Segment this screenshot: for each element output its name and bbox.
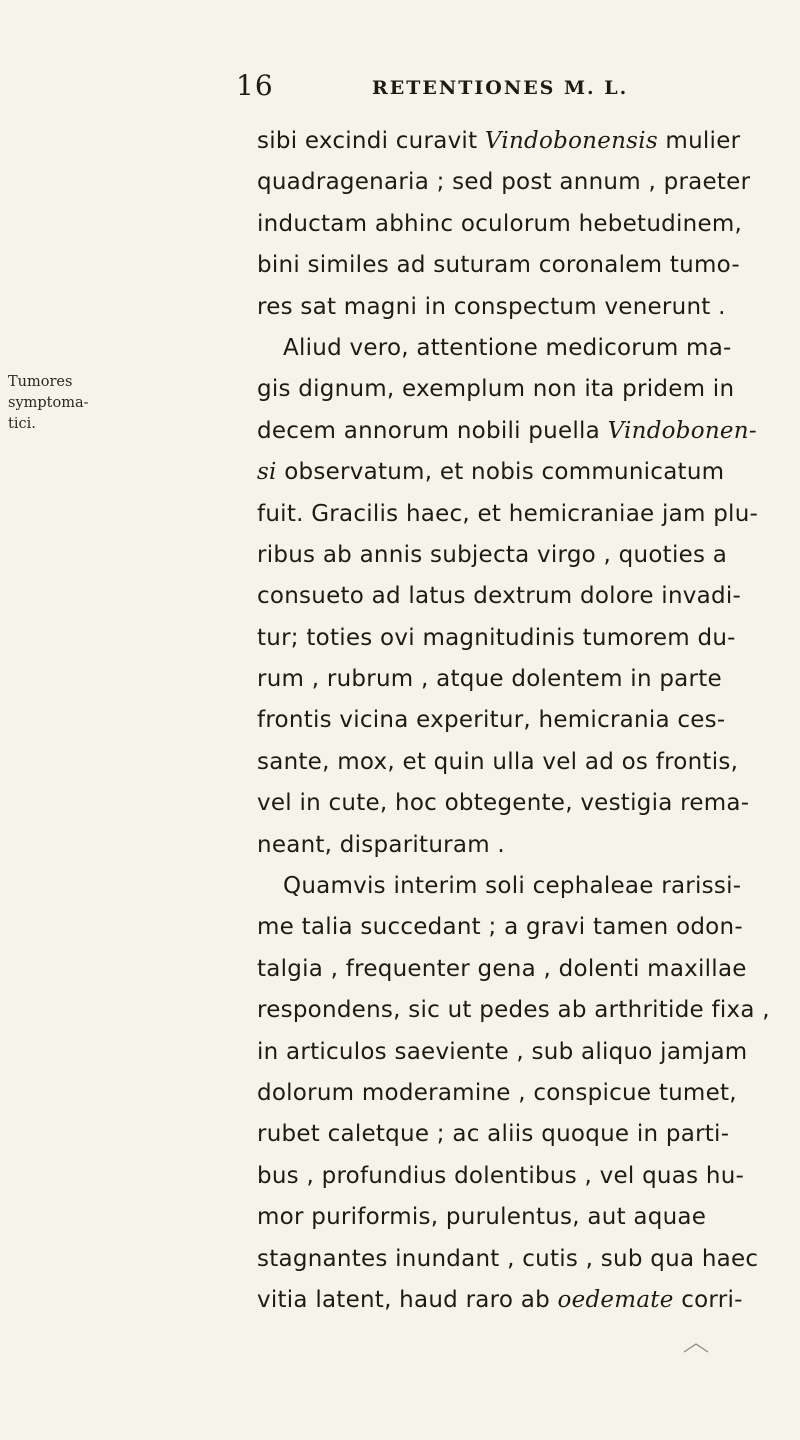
text-line: [257, 576, 797, 617]
text-segment: vitia latent, haud raro ab: [257, 1286, 558, 1313]
text-segment: talgia , frequenter gena , dolenti maxillae: [257, 955, 747, 982]
print-mark: [680, 1338, 720, 1358]
running-title: RETENTIONES M. L.: [372, 77, 629, 99]
marginal-note-line: tici.: [8, 416, 36, 432]
text-line: [257, 618, 797, 659]
text-line: [257, 494, 797, 535]
text-segment: rum , rubrum , atque dolentem in parte: [257, 666, 722, 693]
text-segment: observatum, et nobis communicatum: [276, 459, 725, 486]
text-line: [257, 1114, 797, 1155]
text-line: [257, 659, 797, 700]
text-segment: me talia succedant ; a gravi tamen odon-: [257, 914, 743, 941]
text-segment: ribus ab annis subjecta virgo , quoties a: [257, 541, 728, 568]
text-segment: quadragenaria ; sed post annum , praeter: [257, 169, 751, 196]
marginal-note-line: Tumores: [8, 374, 73, 390]
paragraph-start-line: [257, 866, 797, 907]
text-segment: res sat magni in conspectum venerunt .: [257, 293, 726, 320]
text-line: [257, 204, 797, 245]
text-line: [257, 700, 797, 741]
text-segment: bus , profundius dolentibus , vel quas hu-: [257, 1162, 745, 1189]
text-line: [257, 287, 797, 328]
text-segment: sibi excindi curavit: [257, 128, 485, 154]
text-segment: sante, mox, et quin ulla vel ad os frontis,: [257, 748, 739, 775]
text-line: [257, 1156, 797, 1197]
text-segment: Aliud vero, attentione medicorum ma-: [283, 334, 732, 361]
text-segment: in articulos saeviente , sub aliquo jamjam: [257, 1038, 748, 1065]
text-line: [257, 1197, 797, 1238]
italic-term: oedemate: [557, 1286, 674, 1313]
text-line: [257, 1239, 797, 1280]
text-segment: consueto ad latus dextrum dolore invadi-: [257, 583, 742, 610]
text-line: [257, 783, 797, 824]
text-segment: inductam abhinc oculorum hebetudinem,: [257, 210, 743, 237]
running-head: [236, 66, 756, 106]
text-segment: mulier: [657, 128, 741, 154]
text-segment: mor puriformis, purulentus, aut aquae: [257, 1204, 707, 1231]
text-segment: tur; toties ovi magnitudinis tumorem du-: [257, 624, 736, 651]
text-segment: frontis vicina experitur, hemicrania ces-: [257, 707, 726, 734]
italic-place-name: Vindobonensis: [484, 128, 658, 154]
text-segment: respondens, sic ut pedes ab arthritide fixa ,: [257, 997, 770, 1024]
text-line: [257, 1280, 797, 1321]
text-segment: corri-: [673, 1286, 743, 1313]
text-line: [257, 1032, 797, 1073]
body-text: [257, 121, 797, 1321]
text-segment: vel in cute, hoc obtegente, vestigia rema-: [257, 790, 750, 817]
text-segment: fuit. Gracilis haec, et hemicraniae jam plu-: [257, 500, 759, 527]
page-number: 16: [236, 69, 274, 102]
text-line: [257, 949, 797, 990]
text-line: [257, 411, 797, 452]
text-segment: bini similes ad suturam coronalem tumo-: [257, 252, 740, 279]
text-line: [257, 535, 797, 576]
paragraph-start-line: [257, 328, 797, 369]
text-line: [257, 742, 797, 783]
text-segment: decem annorum nobili puella: [257, 417, 608, 444]
text-line: [257, 452, 797, 493]
text-line: [257, 907, 797, 948]
text-segment: stagnantes inundant , cutis , sub qua haec: [257, 1245, 759, 1272]
marginal-note-line: symptoma-: [8, 395, 89, 411]
italic-place-name: Vindobonen-: [607, 417, 757, 444]
text-line: [257, 369, 797, 410]
text-line: [257, 990, 797, 1031]
text-line: [257, 1073, 797, 1114]
text-line: [257, 162, 797, 203]
text-line: [257, 245, 797, 286]
text-segment: dolorum moderamine , conspicue tumet,: [257, 1079, 737, 1106]
text-segment: rubet caletque ; ac aliis quoque in parti-: [257, 1121, 730, 1148]
caret-mark-icon: [680, 1338, 720, 1358]
text-line: [257, 121, 797, 162]
text-segment: gis dignum, exemplum non ita pridem in: [257, 376, 735, 403]
text-line: [257, 825, 797, 866]
text-segment: neant, disparituram .: [257, 831, 505, 858]
italic-place-name: si: [257, 459, 277, 486]
marginal-note: [8, 372, 136, 435]
text-segment: Quamvis interim soli cephaleae rarissi-: [283, 873, 742, 900]
